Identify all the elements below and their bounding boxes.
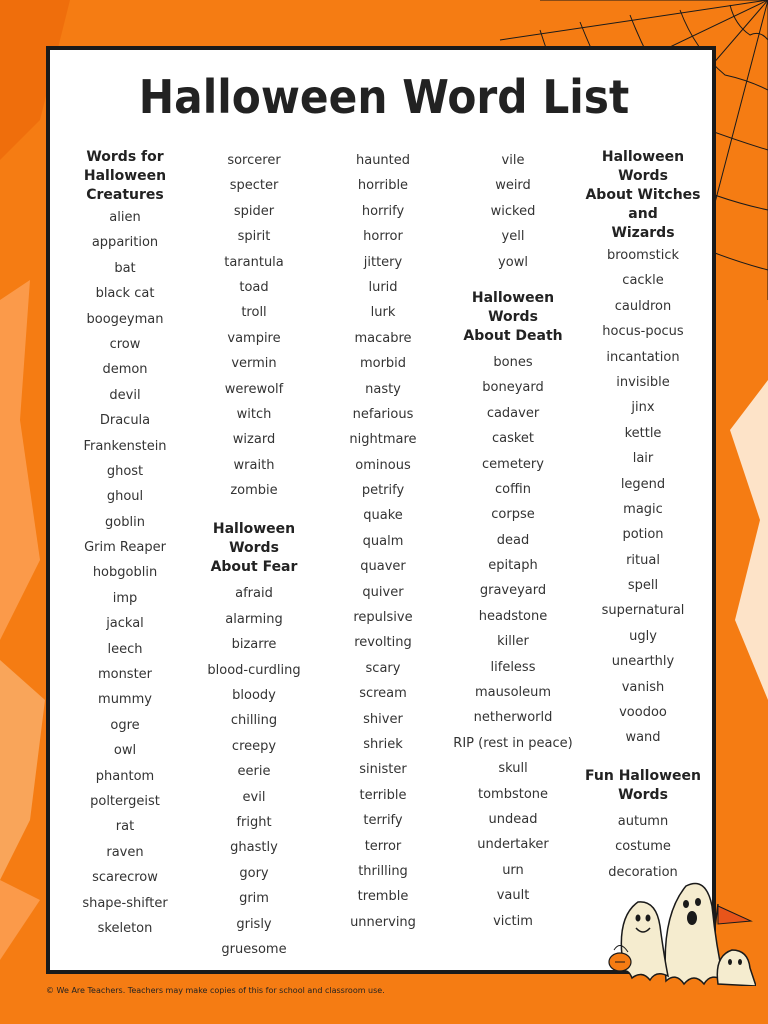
word-item: magic xyxy=(623,501,663,517)
word-item: terrify xyxy=(363,813,403,829)
word-item: alarming xyxy=(225,611,283,627)
heading-line: Words for xyxy=(86,149,164,165)
word-item: petrify xyxy=(361,483,405,499)
word-item: troll xyxy=(241,305,267,321)
word-item: scream xyxy=(359,686,407,702)
word-item: dead xyxy=(496,532,530,548)
word-item: jittery xyxy=(363,254,403,270)
heading-fun xyxy=(576,767,710,805)
column-two xyxy=(189,148,319,962)
word-item: headstone xyxy=(478,608,548,624)
word-item: phantom xyxy=(95,768,155,784)
heading-line: Words xyxy=(618,786,668,803)
word-item: mummy xyxy=(98,692,152,708)
word-item: hobgoblin xyxy=(92,565,158,581)
heading-line: Halloween Words xyxy=(471,289,555,325)
word-item: bloody xyxy=(232,688,276,704)
word-item: fright xyxy=(236,814,272,830)
word-item: thrilling xyxy=(358,863,408,879)
word-item: vile xyxy=(501,153,525,168)
word-item: grim xyxy=(239,891,269,907)
word-item: Frankenstein xyxy=(83,438,167,454)
heading-line: About Fear xyxy=(210,559,298,576)
word-item: revolting xyxy=(354,635,412,651)
creatures-word-list xyxy=(60,205,190,941)
word-item: tarantula xyxy=(224,254,284,270)
word-item: spirit xyxy=(237,229,271,245)
word-item: witch xyxy=(236,406,272,422)
word-item: horrible xyxy=(357,178,409,194)
word-item: scarecrow xyxy=(92,870,158,886)
word-item: ritual xyxy=(626,552,660,568)
word-item: yowl xyxy=(498,254,528,270)
word-item: incantation xyxy=(606,349,680,365)
word-item: undertaker xyxy=(477,837,549,853)
heading-line: About Witches and xyxy=(585,187,701,222)
heading-line: About Death xyxy=(463,327,563,344)
word-item: invisible xyxy=(616,374,670,390)
witches-word-list xyxy=(576,243,710,751)
word-item: grisly xyxy=(236,916,272,932)
word-item: nightmare xyxy=(349,432,417,448)
word-item: victim xyxy=(493,913,533,929)
word-item: tremble xyxy=(357,889,409,905)
word-item: cadaver xyxy=(486,405,540,421)
word-item: Dracula xyxy=(99,413,151,429)
word-item: coffin xyxy=(495,481,531,497)
word-item: toad xyxy=(239,279,269,295)
word-item: ghastly xyxy=(230,840,278,856)
word-item: scary xyxy=(365,660,401,676)
word-item: blood-curdling xyxy=(207,662,301,678)
word-item: wizard xyxy=(232,432,276,448)
word-item: unnerving xyxy=(350,914,416,930)
word-item: shape-shifter xyxy=(82,895,168,911)
word-item: quake xyxy=(363,508,403,524)
word-item: urn xyxy=(502,862,524,878)
word-item: voodoo xyxy=(619,705,667,721)
word-item: vampire xyxy=(227,330,281,346)
word-item: owl xyxy=(113,743,137,759)
word-item: jackal xyxy=(106,616,144,632)
fear-word-list-end xyxy=(448,148,578,275)
word-item: supernatural xyxy=(601,603,685,619)
word-item: nasty xyxy=(365,381,401,397)
word-item: rat xyxy=(115,819,135,835)
word-item: devil xyxy=(109,387,141,403)
word-item: ghost xyxy=(106,463,144,479)
word-item: cemetery xyxy=(482,456,544,472)
copyright-footer: © We Are Teachers. Teachers may make copies of this for school and classroom use. xyxy=(46,986,385,995)
word-item: creepy xyxy=(231,738,277,754)
fear-word-list-continued xyxy=(318,148,448,935)
word-item: quaver xyxy=(360,559,406,575)
word-item: RIP (rest in peace) xyxy=(453,735,573,751)
word-item: lurid xyxy=(368,279,398,295)
word-item: chilling xyxy=(230,713,278,729)
fun-word-list xyxy=(576,809,710,885)
heading-line: Halloween Words xyxy=(601,149,685,184)
word-item: lurk xyxy=(370,305,396,321)
word-item: zombie xyxy=(230,483,278,499)
heading-line: Halloween Words xyxy=(212,521,296,557)
word-item: imp xyxy=(112,590,138,606)
word-item: alien xyxy=(109,210,141,225)
ghosts-illustration xyxy=(606,876,756,986)
heading-witches xyxy=(576,148,710,243)
word-item: sorcerer xyxy=(227,153,281,168)
word-item: boogeyman xyxy=(86,311,164,327)
word-item: wicked xyxy=(490,203,536,219)
word-item: ugly xyxy=(629,628,657,644)
word-item: jinx xyxy=(631,400,655,416)
page-title: Halloween Word List xyxy=(138,70,630,124)
heading-fear xyxy=(189,520,319,577)
word-item: monster xyxy=(97,667,153,683)
word-item: raven xyxy=(106,844,144,860)
column-witches xyxy=(576,148,710,885)
word-item: epitaph xyxy=(488,558,538,574)
word-item: nefarious xyxy=(352,406,414,422)
word-item: vault xyxy=(496,888,530,904)
word-item: black cat xyxy=(95,286,155,302)
word-item: afraid xyxy=(235,586,273,602)
creatures-word-list-continued xyxy=(189,148,319,503)
word-item: apparition xyxy=(91,235,159,251)
word-item: legend xyxy=(620,476,666,492)
word-item: gruesome xyxy=(221,941,287,957)
word-item: spell xyxy=(627,578,659,594)
word-item: spider xyxy=(233,203,275,219)
heading-line: Halloween xyxy=(83,168,167,184)
heading-line: Creatures xyxy=(86,187,164,203)
word-item: netherworld xyxy=(473,710,553,726)
word-item: casket xyxy=(491,431,535,447)
word-item: cauldron xyxy=(614,298,672,314)
word-item: tombstone xyxy=(477,786,549,802)
word-item: Grim Reaper xyxy=(84,540,166,556)
word-item: sinister xyxy=(359,762,407,778)
word-item: haunted xyxy=(355,153,411,168)
word-item: hocus-pocus xyxy=(602,324,684,340)
word-item: repulsive xyxy=(353,610,413,626)
word-item: weird xyxy=(495,178,531,194)
word-item: bizarre xyxy=(231,637,277,653)
heading-line: Wizards xyxy=(611,225,675,241)
word-item: qualm xyxy=(362,533,404,549)
word-item: leech xyxy=(107,641,143,657)
word-item: lifeless xyxy=(490,659,536,675)
word-item: yell xyxy=(501,229,525,245)
word-item: undead xyxy=(488,811,538,827)
word-item: shiver xyxy=(363,711,403,727)
word-item: goblin xyxy=(105,514,145,530)
word-item: ogre xyxy=(110,717,140,733)
word-item: macabre xyxy=(354,330,412,346)
word-item: boneyard xyxy=(482,380,544,396)
fear-word-list xyxy=(189,581,319,962)
word-item: crow xyxy=(109,336,141,352)
word-item: killer xyxy=(497,634,529,650)
word-item: wraith xyxy=(233,457,275,473)
word-item: graveyard xyxy=(479,583,547,599)
word-item: ghoul xyxy=(106,489,144,505)
word-item: gory xyxy=(239,865,269,881)
word-item: morbid xyxy=(359,356,407,372)
word-item: skeleton xyxy=(97,920,153,936)
word-item: demon xyxy=(102,362,148,378)
word-item: broomstick xyxy=(606,248,680,263)
word-item: ominous xyxy=(355,457,411,473)
word-item: kettle xyxy=(624,425,662,441)
word-item: evil xyxy=(242,789,266,805)
word-item: autumn xyxy=(617,813,669,829)
word-item: quiver xyxy=(362,584,404,600)
death-word-list xyxy=(448,350,578,934)
column-creatures xyxy=(60,148,190,941)
word-item: specter xyxy=(229,178,279,194)
word-item: terror xyxy=(364,838,402,854)
word-item: vermin xyxy=(231,356,277,372)
word-item: bat xyxy=(114,260,136,276)
word-item: bones xyxy=(493,354,533,370)
heading-death xyxy=(448,289,578,346)
word-item: werewolf xyxy=(224,381,284,397)
word-item: potion xyxy=(622,527,664,543)
word-item: vanish xyxy=(621,679,665,695)
word-item: terrible xyxy=(359,787,407,803)
word-item: unearthly xyxy=(611,654,675,670)
word-item: cackle xyxy=(622,273,664,289)
word-item: decoration xyxy=(608,864,678,880)
word-item: poltergeist xyxy=(90,793,160,809)
column-three xyxy=(318,148,448,935)
column-four xyxy=(448,148,578,934)
heading-creatures xyxy=(60,148,190,205)
word-item: horrify xyxy=(361,203,405,219)
word-item: corpse xyxy=(491,507,535,523)
word-item: skull xyxy=(498,761,528,777)
word-item: costume xyxy=(615,839,671,855)
word-item: mausoleum xyxy=(474,685,552,701)
word-item: horror xyxy=(363,229,403,245)
heading-line: Fun Halloween xyxy=(585,767,701,784)
word-item: eerie xyxy=(237,764,271,780)
word-item: shriek xyxy=(363,736,403,752)
word-item: lair xyxy=(632,451,654,467)
word-item: wand xyxy=(625,730,661,746)
